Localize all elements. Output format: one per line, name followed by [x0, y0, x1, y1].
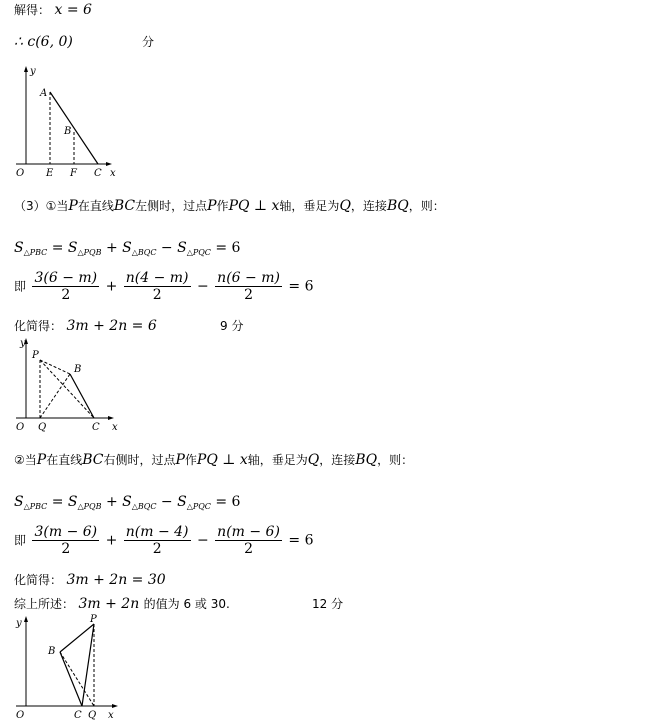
- eq2-op2: −: [196, 278, 209, 295]
- eq3-s2: S: [67, 494, 78, 510]
- case2-mid2: 右侧时，过点: [103, 453, 176, 467]
- simplify-line-1: [14, 318, 157, 334]
- fig2-label-q: Q: [38, 422, 47, 433]
- eq2-rhs: = 6: [288, 278, 314, 295]
- part3-case1-intro: [14, 198, 445, 214]
- eq4-num2: n(m − 4): [125, 524, 189, 540]
- eq2-num2: n(4 − m): [125, 270, 189, 286]
- fraction-equation-1: [14, 270, 313, 303]
- case2-p: P: [36, 452, 47, 468]
- summary-line: [14, 596, 230, 612]
- case2-q: Q: [307, 452, 320, 468]
- eq1-rhs: = 6: [210, 240, 241, 256]
- fig3-y-arrow: [24, 616, 28, 622]
- fig3-label-o: O: [16, 710, 25, 721]
- eq1-s4: S: [177, 240, 187, 256]
- fig2-dash-pb: [40, 360, 70, 374]
- case2-mid5: ，连接: [319, 453, 356, 467]
- score-mark-9: 9 分: [220, 319, 244, 333]
- eq4-op1: +: [105, 532, 118, 549]
- figure-1: [8, 62, 128, 182]
- eq2-frac3: [215, 270, 282, 303]
- fig1-label-e: E: [46, 168, 54, 179]
- fig2-label-y: y: [20, 338, 26, 349]
- summary-text: 的值为 6 或 30.: [143, 597, 230, 611]
- eq4-den1: 2: [61, 541, 71, 557]
- eq2-den1: 2: [61, 287, 71, 303]
- solve-label: 解得：: [14, 3, 51, 17]
- eq1-plus: +: [101, 240, 123, 256]
- fig2-x-arrow: [108, 416, 114, 420]
- fig1-label-x: x: [110, 168, 116, 179]
- eq1-s1: S: [14, 240, 24, 256]
- fig3-label-y: y: [16, 618, 22, 629]
- eq1-minus: −: [156, 240, 178, 256]
- case2-mid4: 轴，垂足为: [247, 453, 308, 467]
- eq1-sub-pqc: △PQC: [186, 248, 211, 257]
- case1-bc: BC: [113, 198, 136, 214]
- simp1-label: 化简得：: [14, 319, 63, 333]
- case1-p2: P: [207, 198, 217, 214]
- case1-mid5: ，连接: [350, 199, 387, 213]
- fig3-segment-bp: [60, 624, 94, 652]
- case1-end: ，则：: [408, 199, 445, 213]
- fig1-x-arrow: [106, 162, 112, 166]
- fig3-label-p: P: [90, 614, 97, 625]
- point-c-line: [14, 34, 73, 50]
- case1-q: Q: [339, 198, 351, 214]
- eq4-prefix: 即: [14, 533, 27, 548]
- eq4-frac2: [124, 524, 191, 557]
- eq2-den3: 2: [244, 287, 254, 303]
- eq2-num3: n(6 − m): [217, 270, 280, 286]
- case1-p: P: [68, 198, 78, 214]
- fig1-label-f: F: [70, 168, 77, 179]
- eq2-frac2: [124, 270, 191, 303]
- figure-3: [8, 612, 128, 722]
- eq4-rhs: = 6: [288, 532, 314, 549]
- case2-bc: BC: [82, 452, 104, 468]
- eq3-sub-pqc: △PQC: [186, 502, 211, 511]
- case2-mid3: 作: [184, 453, 197, 467]
- summary-label: 综上所述：: [14, 597, 75, 611]
- case1-pq: PQ ⊥ x: [228, 198, 280, 214]
- eq4-num1: 3(m − 6): [34, 524, 98, 540]
- simp2-math: 3m + 2n = 30: [66, 572, 166, 588]
- fig2-label-x: x: [112, 422, 118, 433]
- fig1-label-a: A: [40, 88, 48, 99]
- fig2-label-p: P: [32, 350, 39, 361]
- eq3-plus: +: [101, 494, 123, 510]
- eq3-sub-pbc: △PBC: [23, 502, 48, 511]
- fig3-label-c: C: [74, 710, 82, 721]
- score-mark-12: 12 分: [312, 597, 344, 611]
- summary-math: 3m + 2n: [78, 596, 140, 612]
- case1-bq: BQ: [386, 198, 409, 214]
- simplify-line-2: [14, 572, 166, 588]
- fig3-segment-bc: [60, 652, 82, 706]
- case2-p2: P: [175, 452, 185, 468]
- eq2-frac1: [32, 270, 99, 303]
- fraction-equation-2: [14, 524, 313, 557]
- fig2-label-c: C: [92, 422, 100, 433]
- case2-end: ，则：: [377, 453, 414, 467]
- case2-bq: BQ: [355, 452, 378, 468]
- eq3-s1: S: [14, 494, 24, 510]
- eq3-rhs: = 6: [210, 494, 241, 510]
- case1-mid2: 左侧时，过点: [135, 199, 208, 213]
- fig2-label-b: B: [74, 364, 82, 375]
- eq4-num3: n(m − 6): [217, 524, 280, 540]
- fig3-segment-pc: [82, 624, 94, 706]
- eq3-sub-bqc: △BQC: [131, 502, 157, 511]
- point-c-math: ∴ c(6, 0): [14, 34, 73, 50]
- fig1-y-arrow: [24, 66, 28, 72]
- fig3-label-b: B: [48, 646, 56, 657]
- case1-mid1: 在直线: [77, 199, 114, 213]
- eq4-op2: −: [196, 532, 209, 549]
- fig3-x-arrow: [112, 704, 118, 708]
- simp2-label: 化简得：: [14, 573, 63, 587]
- eq3-sub-pqb: △PQB: [77, 502, 102, 511]
- fig1-label-y: y: [30, 66, 36, 77]
- eq1-sub-pqb: △PQB: [77, 248, 102, 257]
- eq3-equals: =: [47, 494, 68, 510]
- eq1-sub-pbc: △PBC: [23, 248, 48, 257]
- simp1-math: 3m + 2n = 6: [66, 318, 157, 334]
- fig1-label-o: O: [16, 168, 25, 179]
- part3-case2-intro: [14, 452, 413, 468]
- fig1-label-c: C: [94, 168, 102, 179]
- solve-math: x = 6: [54, 2, 92, 18]
- eq4-den3: 2: [244, 541, 254, 557]
- eq2-num1: 3(6 − m): [34, 270, 98, 286]
- eq4-den2: 2: [152, 541, 162, 557]
- eq1-s2: S: [67, 240, 78, 256]
- fig3-label-q: Q: [88, 710, 97, 721]
- eq4-frac1: [32, 524, 99, 557]
- figure-2: [8, 334, 128, 434]
- fig2-segment-bc: [70, 374, 94, 418]
- eq3-s4: S: [177, 494, 187, 510]
- case2-pq: PQ ⊥ x: [196, 452, 248, 468]
- case1-prefix: （3）①当: [14, 199, 69, 213]
- eq1-sub-bqc: △BQC: [131, 248, 157, 257]
- eq4-frac3: [215, 524, 282, 557]
- eq2-op1: +: [105, 278, 118, 295]
- eq2-prefix: 即: [14, 279, 27, 294]
- eq3-s3: S: [122, 494, 132, 510]
- case1-mid4: 轴，垂足为: [279, 199, 340, 213]
- case2-prefix: ②当: [14, 453, 37, 467]
- fig2-dash-pc: [40, 360, 94, 418]
- area-equation-1: [14, 240, 240, 261]
- fig2-dash-qb: [40, 374, 70, 418]
- area-equation-2: [14, 494, 240, 515]
- eq1-equals: =: [47, 240, 68, 256]
- eq2-den2: 2: [152, 287, 162, 303]
- eq1-s3: S: [122, 240, 132, 256]
- score-mark-1: 分: [142, 35, 155, 49]
- fig3-label-x: x: [108, 710, 114, 721]
- fig2-label-o: O: [16, 422, 25, 433]
- solution-line-x: [14, 2, 92, 18]
- case2-mid1: 在直线: [46, 453, 83, 467]
- case1-mid3: 作: [216, 199, 229, 213]
- fig1-label-b: B: [64, 126, 72, 137]
- eq3-minus: −: [156, 494, 178, 510]
